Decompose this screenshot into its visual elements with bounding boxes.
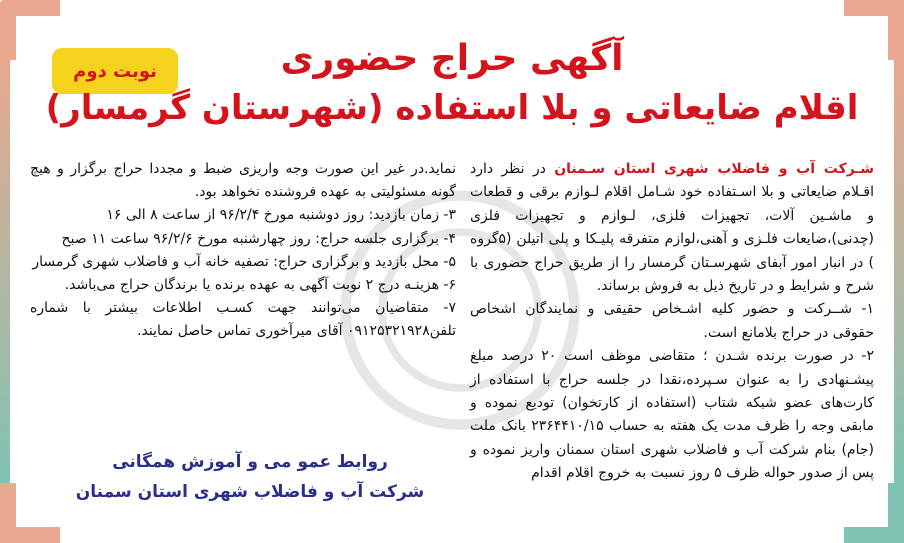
condition-continuation: نماید.در غیر این صورت وجه واریزی ضبط و مجددا حراج برگزار و هیچ گونه مسئولیتی به عهده فروشنده نخواهد بود.: [30, 161, 456, 201]
footer-department: روابط عمو می و آموزش همگانی: [112, 452, 388, 472]
left-text-column: [30, 158, 456, 344]
footer-company: شرکت آب و فاضلاب شهری استان سمنان: [75, 482, 425, 502]
second-round-badge: نوبت دوم: [52, 48, 178, 94]
condition-item-2: ۲- در صورت برنده شـدن ؛ متقاضی موظف است ۲۰ درصد مبلغ پیشـنهادی را به عنوان سـپرده،نقدا در جلسه حراج با استفاده از کارت‌های عضو شبکه شتاب (استفاده از کارتخوان) تودیع نموده و مابقی وجه را ظرف مدت یک هفته به حساب ۲۳۶۴۴۱۰/۱۵ بانک ملت (جام) بنام شرکت آب و فاضلاب شهری استان سمنان واریز نموده و پس از صدور حواله ظرف ۵ روز نسبت به خروج اقلام اقدام: [470, 348, 874, 482]
condition-item-7: ۷- متقاضیان می‌توانند جهت کسـب اطلاعات بیشتر با شماره تلفن۰۹۱۲۵۳۲۱۹۲۸ آقای میرآخوری تماس حاصل نمایند.: [30, 300, 456, 340]
intro-text: در نظر دارد اقـلام ضایعاتی و بلا اسـتفاده خود شـامل اقلام لـوازم برقی و قطعات و ماشـین آلات، تجهیزات فلزی، لـوازم و تجهیزات فلزی (چدنی)،ضایعات فلـزی و آهنی،لوازم متفرقه پلیـکا و پلی اتیلن (۵گروه ) در انبار امور آبفای شهرسـتان گرمسار را از طریق حراج حضوری با شرح و شرایط و در تاریخ ذیل به فروش برساند.: [470, 161, 874, 295]
company-lead: شـرکت آب و فاضلاب شهری استان سـمنان: [554, 161, 874, 177]
condition-item-5: ۵- محل بازدید و برگزاری حراج: تصفیه خانه آب و فاضلاب شهری گرمسار: [32, 253, 456, 270]
ad-title: آگهی حراج حضوری: [280, 38, 624, 79]
condition-item-6: ۶- هزینـه درج ۲ نوبت آگهی به عهده برنده یا برندگان حراج می‌باشد.: [64, 277, 456, 294]
ad-subtitle: اقلام ضایعاتی و بلا استفاده (شهرستان گرمسار): [45, 88, 859, 128]
right-text-column: [470, 158, 874, 486]
condition-item-4: ۴- برگزاری جلسه حراج: روز چهارشنبه مورخ ۹۶/۲/۶ ساعت ۱۱ صبح: [61, 230, 456, 247]
condition-item-1: ۱- شــرکت و حضور کلیه اشـخاص حقیقی و نمایندگان اشخاص حقوقی در حراج بلامانع است.: [470, 301, 874, 341]
condition-item-3: ۳- زمان بازدید: روز دوشنبه مورخ ۹۶/۲/۴ از ساعت ۸ الی ۱۶: [106, 207, 456, 224]
intro-paragraph: [470, 158, 874, 298]
corner-bottom-right: [844, 483, 904, 543]
corner-bottom-left: [0, 483, 60, 543]
